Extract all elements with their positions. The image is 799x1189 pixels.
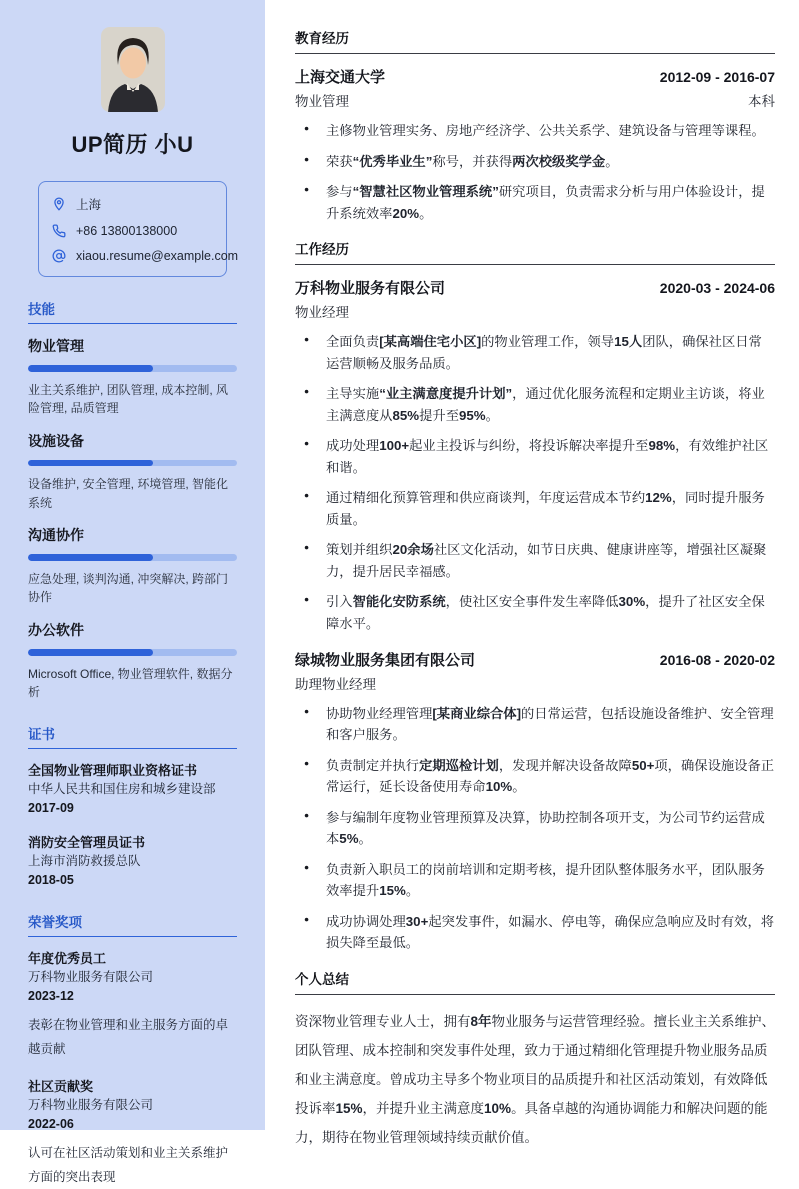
- contact-card: [38, 181, 227, 277]
- work-entry-org: 万科物业服务有限公司: [295, 277, 445, 298]
- skills-list: [28, 336, 237, 702]
- bullet-item: ● 成功协调处理30+起突发事件，如漏水、停电等，确保应急响应及时有效，将损失降至最低。: [295, 911, 775, 954]
- work-entry-dates: 2020-03 - 2024-06: [660, 280, 775, 296]
- bullet-item: ● 引入智能化安防系统，使社区安全事件发生率降低30%，提升了社区安全保障水平。: [295, 591, 775, 634]
- bullet-item: ● 负责新入职员工的岗前培训和定期考核，提升团队整体服务水平，团队服务效率提升15%。: [295, 859, 775, 902]
- award-item-title: 社区贡献奖: [28, 1077, 237, 1097]
- profile-photo: [101, 27, 165, 112]
- awards-section-header: 荣誉奖项: [28, 911, 237, 937]
- skill-progress-fill: [28, 365, 153, 372]
- contact-row: [51, 223, 214, 238]
- skill-name: 设施设备: [28, 431, 237, 451]
- certificate-item-date: 2018-05: [28, 871, 237, 890]
- skill-progress-bar: [28, 460, 237, 467]
- skill-description: 设备维护, 安全管理, 环境管理, 智能化系统: [28, 475, 237, 512]
- skill-item: [28, 525, 237, 607]
- work-entry-subhead: [295, 673, 775, 693]
- certificate-item-issuer: 上海市消防救援总队: [28, 852, 237, 871]
- skill-description: 应急处理, 谈判沟通, 冲突解决, 跨部门协作: [28, 570, 237, 607]
- work-entry: [295, 277, 775, 634]
- award-item-issuer: 万科物业服务有限公司: [28, 968, 237, 987]
- education-entry-degree: 本科: [748, 90, 775, 110]
- award-item-date: 2023-12: [28, 987, 237, 1006]
- certs-section-header: 证书: [28, 723, 237, 749]
- bullet-item: ● 主修物业管理实务、房地产经济学、公共关系学、建筑设备与管理等课程。: [295, 120, 775, 142]
- bullet-item: ● 负责制定并执行定期巡检计划，发现并解决设备故障50+项，确保设施设备正常运行，延长设备使用寿命10%。: [295, 755, 775, 798]
- location-icon: [51, 197, 66, 212]
- education-entry-dates: 2012-09 - 2016-07: [660, 69, 775, 85]
- education-entry-subhead: [295, 90, 775, 110]
- skill-progress-fill: [28, 554, 153, 561]
- work-entry-subhead: [295, 301, 775, 321]
- certificate-item-issuer: 中华人民共和国住房和城乡建设部: [28, 780, 237, 799]
- certificate-item: [28, 761, 237, 818]
- bullet-item: ● 荣获“优秀毕业生”称号，并获得两次校级奖学金。: [295, 151, 775, 173]
- skill-item: [28, 620, 237, 702]
- contact-row: [51, 248, 214, 263]
- work-entry-head: [295, 277, 775, 298]
- summary-section: [295, 968, 775, 1152]
- bullet-item: ● 全面负责[某高端住宅小区]的物业管理工作，领导15人团队，确保社区日常运营顺畅及服务品质。: [295, 331, 775, 374]
- email-icon: [51, 248, 66, 263]
- education-section: [295, 27, 775, 224]
- candidate-name: UP简历 小U: [28, 128, 237, 159]
- work-entry-dates: 2016-08 - 2020-02: [660, 652, 775, 668]
- bullet-item: ● 通过精细化预算管理和供应商谈判，年度运营成本节约12%，同时提升服务质量。: [295, 487, 775, 530]
- skill-progress-bar: [28, 649, 237, 656]
- bullet-item: ● 协助物业经理管理[某商业综合体]的日常运营，包括设施设备维护、安全管理和客户服务。: [295, 703, 775, 746]
- award-item-title: 年度优秀员工: [28, 949, 237, 969]
- contact-text: xiaou.resume@example.com: [76, 249, 238, 263]
- skill-description: 业主关系维护, 团队管理, 成本控制, 风险管理, 品质管理: [28, 381, 237, 418]
- work-entry-bullets: [295, 331, 775, 634]
- bullet-item: ● 成功处理100+起业主投诉与纠纷，将投诉解决率提升至98%，有效维护社区和谐。: [295, 435, 775, 478]
- education-entries: [295, 66, 775, 224]
- skill-name: 沟通协作: [28, 525, 237, 545]
- main-content: [265, 0, 799, 1130]
- skill-progress-bar: [28, 365, 237, 372]
- award-item: [28, 1077, 237, 1189]
- award-item-description: 认可在社区活动策划和业主关系维护方面的突出表现: [28, 1141, 237, 1189]
- work-header: 工作经历: [295, 238, 775, 265]
- skills-section-header: 技能: [28, 298, 237, 324]
- sidebar: [0, 0, 265, 1130]
- award-item-description: 表彰在物业管理和业主服务方面的卓越贡献: [28, 1013, 237, 1062]
- contact-text: 上海: [76, 195, 101, 213]
- education-entry-org: 上海交通大学: [295, 66, 385, 87]
- contact-row: [51, 195, 214, 213]
- education-header: 教育经历: [295, 27, 775, 54]
- work-entry-role: 助理物业经理: [295, 673, 376, 693]
- work-entries: [295, 277, 775, 954]
- skill-description: Microsoft Office, 物业管理软件, 数据分析: [28, 665, 237, 702]
- skill-name: 办公软件: [28, 620, 237, 640]
- summary-text: 资深物业管理专业人士，拥有8年物业服务与运营管理经验。擅长业主关系维护、团队管理、成本控制和突发事件处理，致力于通过精细化管理提升物业服务品质和业主满意度。曾成功主导多个物业项目的品质提升和社区活动策划，有效降低投诉率15%，并提升业主满意度10%。具备卓越的沟通协调能力和解决问题的能力，期待在物业管理领域持续贡献价值。: [295, 1007, 775, 1152]
- summary-header: 个人总结: [295, 968, 775, 995]
- work-section: [295, 238, 775, 954]
- certificate-item-title: 消防安全管理员证书: [28, 833, 237, 853]
- bullet-item: ● 主导实施“业主满意度提升计划”，通过优化服务流程和定期业主访谈，将业主满意度从85%提升至95%。: [295, 383, 775, 426]
- skill-progress-bar: [28, 554, 237, 561]
- bullet-item: ● 参与“智慧社区物业管理系统”研究项目，负责需求分析与用户体验设计，提升系统效率20%。: [295, 181, 775, 224]
- award-item-issuer: 万科物业服务有限公司: [28, 1096, 237, 1115]
- skill-name: 物业管理: [28, 336, 237, 356]
- education-entry-bullets: [295, 120, 775, 224]
- skill-item: [28, 336, 237, 418]
- contact-text: +86 13800138000: [76, 224, 177, 238]
- work-entry-bullets: [295, 703, 775, 954]
- award-item: [28, 949, 237, 1062]
- bullet-item: ● 策划并组织20余场社区文化活动，如节日庆典、健康讲座等，增强社区凝聚力，提升居民幸福感。: [295, 539, 775, 582]
- award-item-date: 2022-06: [28, 1115, 237, 1134]
- work-entry-org: 绿城物业服务集团有限公司: [295, 649, 475, 670]
- skill-item: [28, 431, 237, 513]
- work-entry-head: [295, 649, 775, 670]
- phone-icon: [51, 223, 66, 238]
- certificate-item-date: 2017-09: [28, 799, 237, 818]
- education-entry-role: 物业管理: [295, 90, 349, 110]
- skill-progress-fill: [28, 649, 153, 656]
- awards-list: [28, 949, 237, 1189]
- work-entry-role: 物业经理: [295, 301, 349, 321]
- work-entry: [295, 649, 775, 954]
- certificate-item: [28, 833, 237, 890]
- certificate-item-title: 全国物业管理师职业资格证书: [28, 761, 237, 781]
- education-entry: [295, 66, 775, 224]
- profile-photo-image: [101, 27, 165, 112]
- bullet-item: ● 参与编制年度物业管理预算及决算，协助控制各项开支，为公司节约运营成本5%。: [295, 807, 775, 850]
- certs-list: [28, 761, 237, 890]
- education-entry-head: [295, 66, 775, 87]
- skill-progress-fill: [28, 460, 153, 467]
